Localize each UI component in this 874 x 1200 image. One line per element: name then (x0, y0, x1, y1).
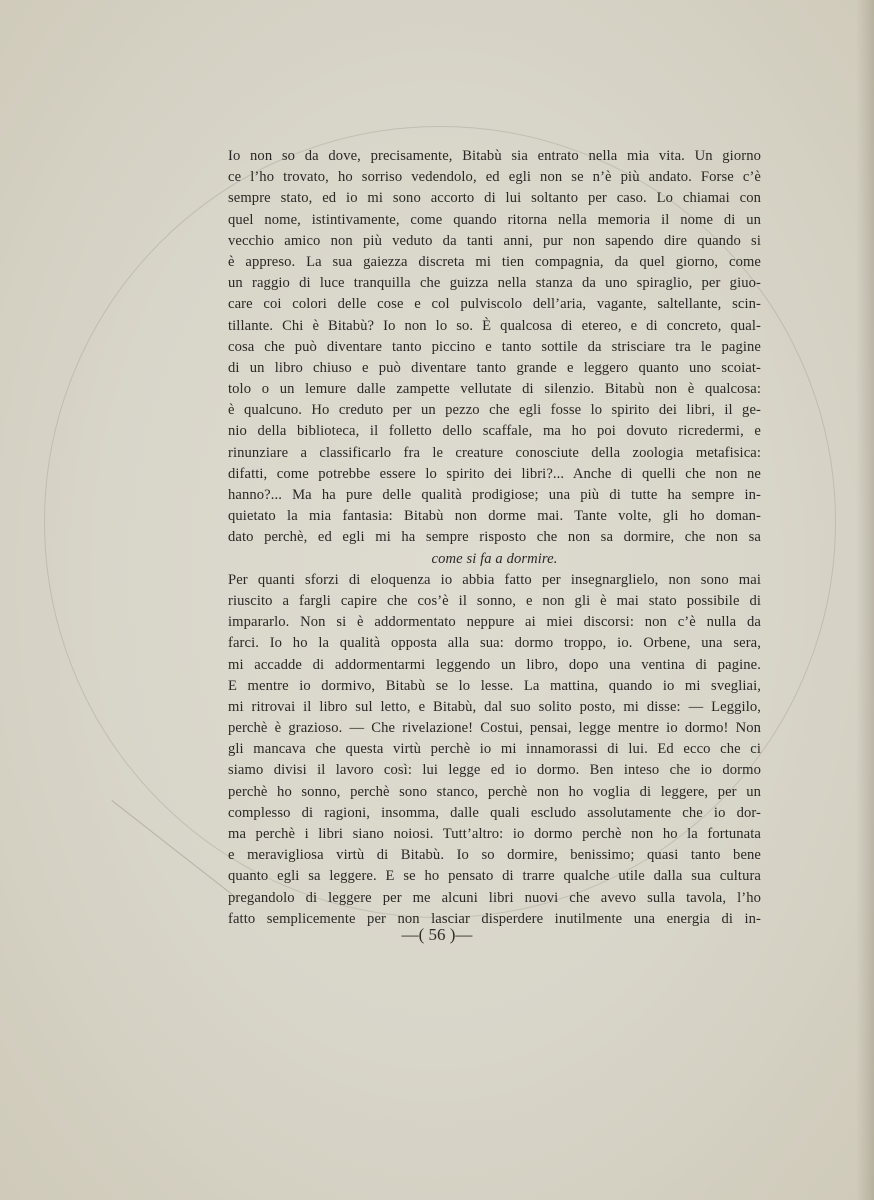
text-line: mi ritrovai il libro sul letto, e Bitabù, dal suo solito posto, mi disse: — Leggilo, (228, 698, 761, 715)
text-line: sempre stato, ed io mi sono accorto di lui soltanto per caso. Lo chiamai con (228, 190, 761, 207)
text-line: nio della biblioteca, il folletto dello scaffale, ma ho poi dovuto ricredermi, e (228, 423, 761, 440)
text-line: perchè è grazioso. — Che rivelazione! Costui, pensai, legge mentre io dormo! Non (228, 720, 761, 737)
text-line: tillante. Chi è Bitabù? Io non lo so. È qualcosa di etereo, e di concreto, qual- (228, 317, 761, 334)
text-line: perchè ho sonno, perchè sono stanco, perchè non ho voglia di leggere, per un (228, 783, 761, 800)
paragraph-2 (228, 570, 761, 930)
text-line: care coi colori delle cose e col pulviscolo dell’aria, vagante, saltellante, scin- (228, 296, 761, 313)
page-crease (111, 800, 238, 899)
text-line: di un libro chiuso e può diventare tanto grande e leggero quanto uno scoiat- (228, 359, 761, 376)
paragraph-1 (228, 146, 761, 570)
text-line: dato perchè, ed egli mi ha sempre risposto che non sa dormire, che non sa (228, 529, 761, 546)
text-line: impararlo. Non si è addormentato neppure ai miei discorsi: non c’è nulla da (228, 614, 761, 631)
text-line: Io non so da dove, precisamente, Bitabù sia entrato nella mia vita. Un giorno (228, 148, 761, 164)
page-number: —( 56 )— (401, 925, 473, 944)
text-line: difatti, come potrebbe essere lo spirito dei libri?... Anche di quelli che non ne (228, 465, 761, 482)
text-line: quel nome, istintivamente, come quando ritorna nella memoria il nome di un (228, 211, 761, 228)
text-line: è appreso. La sua gaiezza discreta mi tien compagnia, da quel giorno, come (228, 253, 761, 270)
text-line: Per quanti sforzi di eloquenza io abbia fatto per insegnarglielo, non sono mai (228, 571, 761, 588)
text-line: gli mancava che questa virtù perchè io mi innamorassi di lui. Ed ecco che ci (228, 741, 761, 758)
text-line: un raggio di luce tranquilla che guizza nella stanza da uno spiraglio, per giuo- (228, 275, 761, 292)
text-line: pregandolo di leggere per me alcuni libri nuovi che avevo sulla tavola, l’ho (228, 889, 761, 906)
text-line: ce l’ho trovato, ho sorriso vedendolo, ed egli non se n’è più andato. Forse c’è (228, 169, 761, 186)
text-line: siamo divisi il lavoro così: lui legge ed io dormo. Ben inteso che io dormo (228, 762, 761, 779)
text-line: fatto semplicemente per non lasciar disperdere inutilmente una energia di in- (228, 910, 761, 927)
text-line: cosa che può diventare tanto piccino e tanto sottile da strisciare tra le pagine (228, 338, 761, 355)
text-line: e meravigliosa virtù di Bitabù. Io so dormire, benissimo; quasi tanto bene (228, 847, 761, 864)
text-line: farci. Io ho la qualità opposta alla sua: dormo troppo, io. Orbene, una sera, (228, 635, 761, 652)
text-line-italic-centered: come si fa a dormire. (431, 550, 558, 567)
text-line: complesso di ragioni, insomma, dalle quali escludo assolutamente che io dor- (228, 804, 761, 821)
text-line: E mentre io dormivo, Bitabù se lo lesse. La mattina, quando io mi svegliai, (228, 677, 761, 694)
page-edge-shadow (856, 0, 874, 1200)
text-line: hanno?... Ma ha pure delle qualità prodigiose; una più di tutte ha sempre in- (228, 487, 761, 503)
text-line: quanto egli sa leggere. E se ho pensato di trarre qualche utile dalla sua cultura (228, 868, 761, 885)
body-text (228, 146, 761, 930)
text-line: mi accadde di addormentarmi leggendo un libro, dopo una ventina di pagine. (228, 656, 761, 673)
text-line: tolo o un lemure dalle zampette vellutate di silenzio. Bitabù non è qualcosa: (228, 381, 761, 398)
text-line: vecchio amico non più veduto da tanti anni, pur non sapendo dire quando si (228, 232, 761, 249)
text-line: riuscito a fargli capire che cos’è il sonno, e non gli è mai stato possibile di (228, 592, 761, 609)
text-line: rinunziare a classificarlo fra le creature conosciute della zoologia metafisica: (228, 444, 761, 461)
text-line: ma perchè i libri siano noiosi. Tutt’altro: io dormo perchè non ho la fortunata (228, 826, 761, 842)
text-line: è qualcuno. Ho creduto per un pezzo che egli fosse lo spirito dei libri, il ge- (228, 402, 761, 419)
text-line: quietato la mia fantasia: Bitabù non dorme mai. Tante volte, gli ho doman- (228, 508, 761, 525)
